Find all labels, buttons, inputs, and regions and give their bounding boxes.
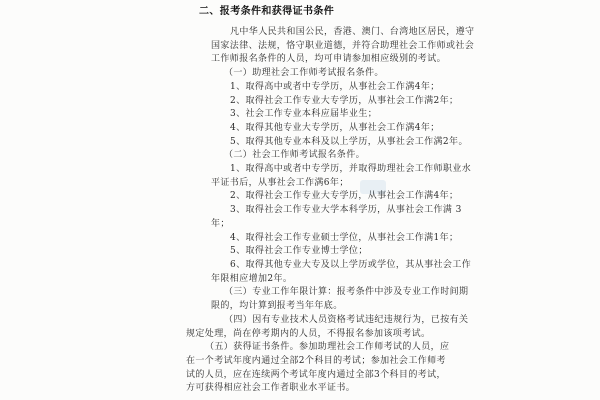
section-heading: 二、报考条件和获得证书条件: [199, 6, 335, 17]
text-line: 国家法律、法规，恪守职业道德，并符合助理社会工作师或社会: [211, 40, 475, 51]
text-line: 4、取得社会工作专业硕士学位，从事社会工作满1年；: [230, 232, 459, 243]
text-line: 2、取得社会工作专业大专学历，从事社会工作满2年；: [230, 95, 459, 106]
text-line: 3、取得社会工作专业大学本科学历，从事社会工作满 3: [230, 205, 462, 216]
text-line: 6、取得其他专业大专及以上学历或学位，其从事社会工作: [230, 260, 472, 270]
text-line: 在一个考试年度内通过全部2个科目的考试；参加社会工作师考: [186, 355, 446, 366]
text-line: 1、取得高中或者中专学历，并取得助理社会工作师职业水: [230, 164, 472, 174]
text-line: 4、取得其他专业大专学历，从事社会工作满4年；: [230, 122, 440, 133]
text-line: （一）助理社会工作师考试报名条件。: [224, 68, 384, 79]
text-line: （二）社会工作师考试报名条件。: [224, 150, 366, 161]
text-line: 1、取得高中或者中专学历，从事社会工作满4年；: [230, 81, 440, 92]
text-line: 年；: [211, 218, 230, 229]
text-line: 平证书后，从事社会工作满6年；: [211, 177, 349, 188]
text-line: （四）因有专业技术人员资格考试违纪违规行为，已按有关: [224, 314, 469, 325]
text-line: 2、取得社会工作专业大专学历，从事社会工作满4年；: [230, 191, 459, 202]
text-line: 规定处理，尚在停考期内的人员，不得报名参加该项考试。: [186, 328, 431, 339]
text-line: 5、取得社会工作专业博士学位；: [230, 246, 368, 257]
text-line: 限的，均计算到报考当年年底。: [211, 301, 343, 312]
text-line: 凡中华人民共和国公民，香港、澳门、台湾地区居民，遵守: [230, 27, 475, 37]
text-line: 年限相应增加2年。: [211, 273, 293, 284]
text-line: 工作师报名条件的人员，均可申请参加相应级别的考试。: [211, 54, 447, 65]
text-line: 试的人员，应在连续两个考试年度内通过全部3个科目的考试，: [186, 369, 446, 380]
text-line: 方可获得相应社会工作者职业水平证书。: [186, 383, 356, 394]
text-line: 5、取得其他专业本科及以上学历，从事社会工作满2年。: [230, 136, 468, 147]
text-line: 3、社会工作专业本科应届毕业生；: [230, 109, 378, 120]
text-line: （三）专业工作年限计算：报考条件中涉及专业工作时间期: [224, 287, 469, 298]
watermark: [360, 180, 386, 194]
text-line: （五）获得证书条件。参加助理社会工作师考试的人员，应: [205, 342, 450, 353]
